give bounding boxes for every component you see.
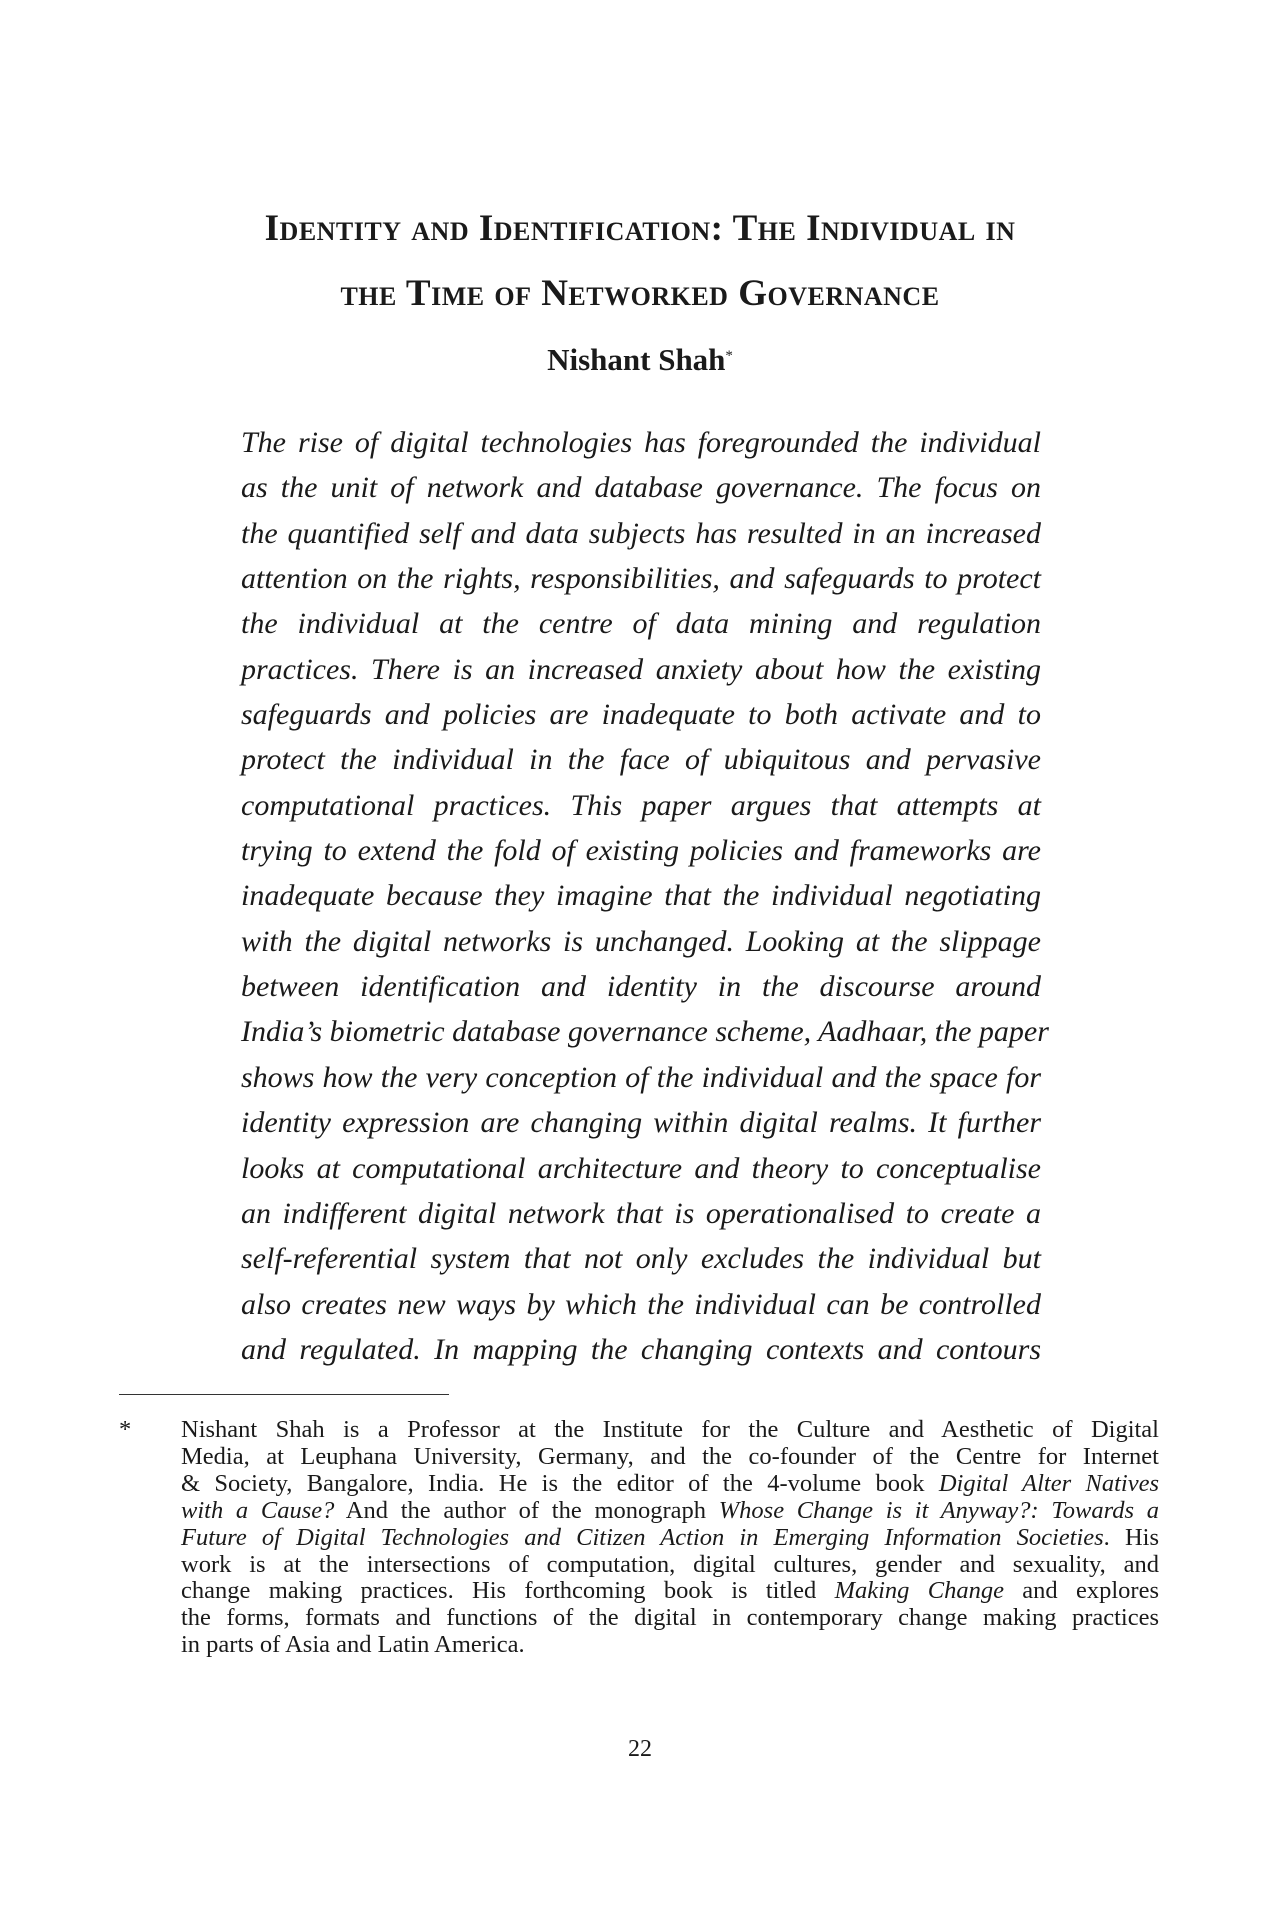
abstract-line: India’s biometric database governance scheme, Aadhaar, the paper [241,1015,1049,1049]
paper-title [150,196,1130,326]
abstract-line: also creates new ways by which the individual can be controlled [241,1287,1041,1321]
abstract-line: The rise of digital technologies has foregrounded the individual [241,426,1041,459]
footnote-line [181,1498,1159,1525]
footnote-line [181,1578,1159,1605]
title-line-2: the Time of Networked Governance [340,273,940,314]
footnote-divider [119,1394,449,1395]
book-title-whose-change-subtitle: Future of Digital Technologies and Citizen Action in Emerging Information Societies [181,1523,1104,1551]
author-footnote-marker: * [725,348,733,364]
abstract-line: self-referential system that not only excludes the individual but [241,1242,1041,1276]
footnote-line [181,1525,1159,1552]
title-line-1: Identity and Identification: The Individual in [264,208,1016,249]
abstract-line: attention on the rights, responsibilities, and safeguards to protect [241,562,1041,596]
abstract-line: practices. There is an increased anxiety about how the existing [241,652,1041,686]
abstract-line: the individual at the centre of data mining and regulation [241,607,1041,641]
page-number: 22 [628,1736,652,1762]
abstract-line: with the digital networks is unchanged. Looking at the slippage [241,924,1041,958]
abstract-line: the quantified self and data subjects has resulted in an increased [241,516,1041,550]
abstract-line: safeguards and policies are inadequate to both activate and to [241,698,1041,732]
abstract-line: protect the individual in the face of ubiquitous and pervasive [241,743,1041,777]
footnote-text-segment: and explores [1003,1577,1159,1605]
abstract-line: looks at computational architecture and theory to conceptualise [241,1151,1041,1185]
footnote-marker: * [119,1416,132,1443]
abstract-line: identity expression are changing within digital realms. It further [241,1106,1041,1140]
author-byline [150,340,1130,380]
abstract-line: an indifferent digital network that is operationalised to create a [241,1196,1041,1230]
abstract-line: computational practices. This paper argues that attempts at [241,788,1041,822]
book-title-digital-alter-natives: Digital Alter Natives [938,1469,1159,1497]
footnote-text-segment: . His [1103,1523,1159,1551]
book-title-whose-change: Whose Change is it Anyway?: Towards a [718,1496,1159,1524]
abstract-line: as the unit of network and database governance. The focus on [241,471,1041,505]
footnote-line [181,1471,1159,1498]
abstract-line: trying to extend the fold of existing policies and frameworks are [241,834,1041,868]
book-title-with-a-cause: with a Cause? [181,1496,335,1524]
footnote [119,1417,1159,1659]
footnote-text [181,1417,1159,1659]
abstract-line: inadequate because they imagine that the individual negotiating [241,879,1041,913]
abstract-line: between identification and identity in the discourse around [241,970,1041,1004]
footnote-text-segment: And the author of the monograph [334,1496,719,1524]
footnote-text-segment: & Society, Bangalore, India. He is the editor of the 4-volume book [181,1469,939,1497]
abstract-line: shows how the very conception of the individual and the space for [241,1060,1041,1094]
abstract [241,420,1049,1372]
footnote-line: in parts of Asia and Latin America. [181,1631,525,1659]
author-name: Nishant Shah [547,342,726,377]
abstract-line: and regulated. In mapping the changing contexts and contours [241,1332,1041,1366]
footnote-line: Media, at Leuphana University, Germany, and the co-founder of the Centre for Internet [181,1442,1159,1470]
footnote-line: work is at the intersections of computation, digital cultures, gender and sexuality, and [181,1550,1159,1578]
footnote-line: Nishant Shah is a Professor at the Institute for the Culture and Aesthetic of Digital [181,1416,1159,1443]
footnote-line: the forms, formats and functions of the digital in contemporary change making practices [181,1604,1159,1632]
book-title-making-change: Making Change [834,1577,1004,1605]
footnote-text-segment: change making practices. His forthcoming book is titled [181,1577,835,1605]
